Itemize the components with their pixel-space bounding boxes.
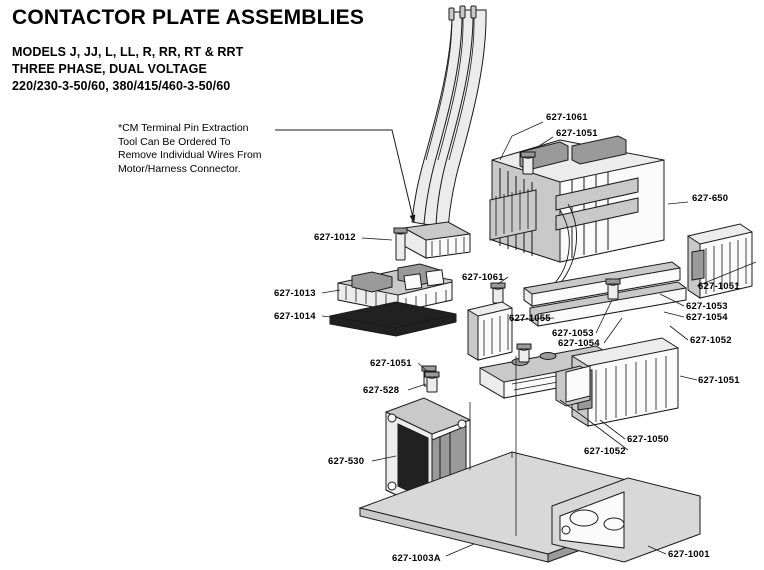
note-line-1: *CM Terminal Pin Extraction — [118, 122, 249, 134]
part-627-1061-stud-lower — [491, 283, 505, 303]
callout-627-530: 627-530 — [328, 456, 365, 467]
subtitle-phase: THREE PHASE, DUAL VOLTAGE — [12, 62, 207, 76]
callout-627-1052-lower: 627-1052 — [584, 446, 626, 457]
part-627-528-stud — [425, 372, 439, 392]
part-627-1053-stud-middle — [517, 344, 531, 362]
subtitle-models: MODELS J, JJ, L, LL, R, RR, RT & RRT — [12, 45, 244, 59]
callout-627-1053-right: 627-1053 — [686, 301, 728, 312]
callout-627-1051-left: 627-1051 — [370, 358, 412, 369]
callout-627-1054-right: 627-1054 — [686, 312, 728, 323]
wire-harness — [412, 6, 486, 228]
note-line-2: Tool Can Be Ordered To — [118, 135, 231, 148]
callout-627-528: 627-528 — [363, 385, 400, 396]
callout-627-1003A: 627-1003A — [392, 553, 441, 564]
page-title: CONTACTOR PLATE ASSEMBLIES — [12, 6, 365, 29]
callout-627-1051-upper: 627-1051 — [556, 128, 598, 139]
part-627-1061-stud-upper — [521, 152, 535, 174]
note-line-4: Motor/Harness Connector. — [118, 162, 241, 175]
callout-627-1061-lower: 627-1061 — [462, 272, 504, 283]
callout-627-1053-middle: 627-1053 — [552, 328, 594, 339]
callout-627-650: 627-650 — [692, 193, 729, 204]
callout-627-1050: 627-1050 — [627, 434, 669, 445]
callout-627-1001: 627-1001 — [668, 549, 710, 560]
part-627-650-transformer — [490, 136, 664, 262]
callout-627-1013: 627-1013 — [274, 288, 316, 299]
callout-627-1055: 627-1055 — [509, 313, 551, 324]
subtitle-voltage: 220/230-3-50/60, 380/415/460-3-50/60 — [12, 79, 231, 93]
callout-627-1051-right: 627-1051 — [698, 281, 740, 292]
part-627-1055-contactor — [468, 302, 512, 360]
callout-627-1051-right-lower: 627-1051 — [698, 375, 740, 386]
callout-627-1054-middle: 627-1054 — [558, 338, 600, 349]
callout-627-1052-right: 627-1052 — [690, 335, 732, 346]
callout-627-1012: 627-1012 — [314, 232, 356, 243]
part-627-1012-stud — [394, 228, 407, 260]
harness-connector — [404, 222, 470, 258]
note-line-3: Remove Individual Wires From — [118, 149, 262, 161]
part-627-1061-stud-right — [606, 279, 620, 299]
callout-627-1061-upper: 627-1061 — [546, 112, 588, 123]
callout-627-1014: 627-1014 — [274, 311, 316, 322]
part-627-1050-block — [556, 366, 590, 406]
part-627-1014-insulator — [330, 302, 456, 336]
